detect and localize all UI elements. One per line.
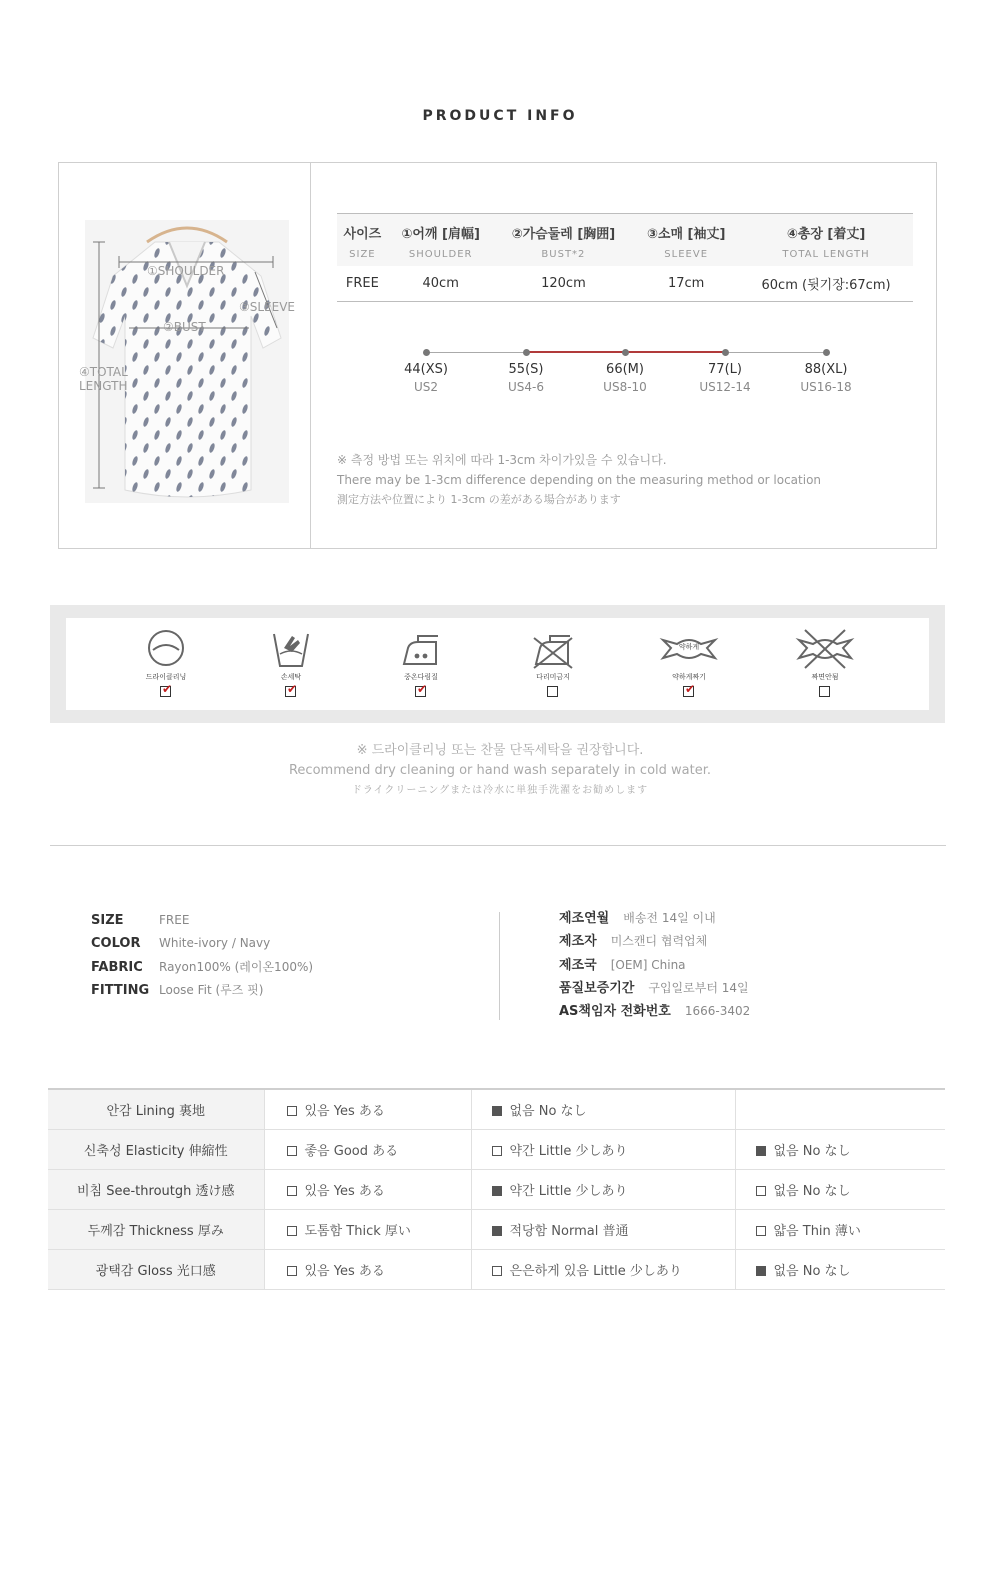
material-option-label: 좋음 Good ある [304, 1143, 399, 1159]
material-option[interactable] [492, 1104, 587, 1119]
spec-value: Loose Fit (루즈 핏) [159, 982, 264, 997]
material-option[interactable] [492, 1184, 628, 1199]
care-checkbox[interactable] [415, 682, 428, 697]
care-item [629, 618, 749, 710]
maker-spec-key: 제조연월 [559, 911, 610, 926]
bust-header-en: BUST*2 [494, 244, 634, 266]
care-label: 드라이클리닝 [145, 673, 187, 681]
care-item [765, 618, 885, 710]
info-divider [310, 163, 311, 548]
maker-spec-row [559, 954, 750, 977]
material-option-cell [735, 1209, 945, 1249]
size-table [337, 213, 913, 302]
checked-box-icon [756, 1266, 766, 1276]
material-option-cell [264, 1129, 471, 1169]
size-scale-dot [722, 349, 729, 356]
spec-key: SIZE [91, 913, 124, 928]
material-option[interactable] [287, 1184, 385, 1199]
size-scale-us: US8-10 [603, 380, 647, 394]
material-option-cell [735, 1129, 945, 1169]
spec-value: White-ivory / Navy [159, 936, 271, 951]
measure-note-ja: 測定方法や位置により 1-3cm の差がある場合があります [337, 493, 621, 506]
maker-spec-row [559, 977, 750, 1000]
unchecked-box-icon [287, 1266, 297, 1276]
bust-label: ②BUST [163, 320, 206, 334]
bust-value: 120cm [494, 266, 634, 302]
material-option-cell [471, 1089, 735, 1129]
material-option[interactable] [756, 1224, 861, 1239]
page-title: PRODUCT INFO [422, 108, 578, 124]
size-scale-dot [823, 349, 830, 356]
section-divider [50, 845, 946, 846]
material-option-label: 은은하게 있음 Little 少しあり [509, 1263, 682, 1279]
care-checkbox[interactable] [547, 686, 558, 697]
care-item [106, 618, 226, 710]
material-label: 안감 Lining 裏地 [48, 1089, 264, 1129]
care-note-en: Recommend dry cleaning or hand wash separately in cold water. [288, 763, 711, 778]
checked-box-icon [492, 1226, 502, 1236]
material-option[interactable] [756, 1144, 851, 1159]
maker-spec-value: 배송전 14일 이내 [623, 911, 716, 925]
specs-right [559, 907, 750, 1023]
material-option-cell [264, 1249, 471, 1289]
material-option-label: 있음 Yes ある [304, 1183, 385, 1199]
bust-header: ②가슴둘레 [胸囲] [494, 214, 634, 244]
size-scale-label [580, 362, 670, 394]
care-section [50, 605, 945, 723]
material-option-cell [735, 1249, 945, 1289]
material-option-cell [471, 1209, 735, 1249]
material-label: 신축성 Elasticity 伸縮性 [48, 1129, 264, 1169]
material-option-cell [471, 1249, 735, 1289]
spec-row [91, 979, 313, 1002]
check-icon: ✔ [685, 682, 696, 696]
material-option-cell [264, 1169, 471, 1209]
maker-spec-key: 제조자 [559, 934, 597, 950]
length-header-en: TOTAL LENGTH [739, 244, 913, 266]
specs-divider [499, 912, 500, 1020]
material-option-label: 없음 No なし [773, 1143, 851, 1159]
maker-spec-row [559, 930, 750, 953]
material-option-label: 없음 No なし [773, 1183, 851, 1199]
unchecked-box-icon [492, 1146, 502, 1156]
sleeve-header: ③소매 [袖丈] [633, 214, 739, 244]
care-icon-inner-text: 약하게 [678, 643, 700, 651]
maker-spec-row [559, 1000, 750, 1023]
length-value: 60cm (뒷기장:67cm) [739, 266, 913, 302]
size-scale-us: US4-6 [508, 380, 544, 394]
maker-spec-value: [OEM] China [610, 957, 686, 972]
size-scale-us: US16-18 [800, 380, 852, 394]
material-label: 비침 See-throutgh 透け感 [48, 1169, 264, 1209]
maker-spec-key: 제조국 [559, 957, 597, 973]
product-info-box [58, 162, 937, 549]
material-table [48, 1088, 945, 1290]
unchecked-box-icon [756, 1186, 766, 1196]
size-scale-dot [423, 349, 430, 356]
sleeve-value: 17cm [633, 266, 739, 302]
check-icon: ✔ [287, 682, 298, 696]
maker-spec-value: 구입일로부터 14일 [648, 980, 749, 995]
check-icon: ✔ [162, 682, 173, 696]
spec-row [91, 909, 313, 932]
length-header: ④총장 [着丈] [739, 214, 913, 244]
material-option[interactable] [287, 1104, 385, 1119]
care-label: 손세탁 [280, 673, 302, 681]
spec-value: FREE [159, 913, 190, 927]
material-option[interactable] [287, 1224, 411, 1239]
material-label: 두께감 Thickness 厚み [48, 1209, 264, 1249]
spec-row [91, 932, 313, 955]
material-option-cell [264, 1089, 471, 1129]
material-option-cell [471, 1129, 735, 1169]
unchecked-box-icon [492, 1266, 502, 1276]
size-scale [337, 338, 913, 408]
shoulder-header: ①어깨 [肩幅] [388, 214, 494, 244]
material-option-label: 도톰함 Thick 厚い [304, 1223, 411, 1239]
material-option-cell [735, 1089, 945, 1129]
care-item [361, 618, 481, 710]
material-label: 광택감 Gloss 光口感 [48, 1249, 264, 1289]
care-label: 중온다림질 [404, 673, 438, 681]
material-row [48, 1129, 945, 1169]
checked-box-icon [756, 1146, 766, 1156]
size-header: 사이즈 [337, 214, 388, 244]
shoulder-label: ①SHOULDER [147, 264, 225, 278]
material-option[interactable] [756, 1264, 851, 1279]
garment-illustration [85, 220, 289, 503]
unchecked-box-icon [287, 1226, 297, 1236]
material-option-label: 있음 Yes ある [304, 1103, 385, 1119]
size-scale-us: US12-14 [699, 380, 751, 394]
maker-spec-row [559, 907, 750, 930]
maker-spec-value: 1666-3402 [684, 1004, 751, 1019]
size-scale-us: US2 [413, 380, 439, 394]
care-item [493, 618, 613, 710]
material-option-cell [471, 1169, 735, 1209]
material-option-label: 있음 Yes ある [304, 1263, 385, 1279]
material-option-label: 약간 Little 少しあり [509, 1183, 628, 1199]
material-row [48, 1089, 945, 1129]
material-option-label: 적당함 Normal 普通 [509, 1223, 629, 1239]
material-option[interactable] [492, 1264, 682, 1279]
maker-spec-value: 미스캔디 협력업체 [610, 934, 708, 949]
maker-spec-key: AS책임자 전화번호 [559, 1004, 671, 1020]
care-note-ko: ※ 드라이클리닝 또는 찬물 단독세탁을 권장합니다. [356, 743, 644, 758]
material-option[interactable] [492, 1144, 628, 1159]
material-option[interactable] [287, 1144, 399, 1159]
material-row [48, 1209, 945, 1249]
unchecked-box-icon [756, 1226, 766, 1236]
care-note [0, 741, 1000, 801]
size-scale-dot [523, 349, 530, 356]
care-label: 약하게짜기 [672, 673, 706, 681]
measure-note-en: There may be 1-3cm difference depending on the measuring method or location [337, 473, 822, 487]
size-header-en: SIZE [337, 244, 388, 266]
sleeve-header-en: SLEEVE [633, 244, 739, 266]
material-option[interactable] [492, 1224, 629, 1239]
spec-value: Rayon100% (레이온100%) [159, 959, 314, 974]
total-length-label-2: LENGTH [79, 379, 128, 393]
material-option-label: 없음 No なし [509, 1103, 587, 1119]
care-icons-row [66, 618, 929, 710]
size-value: FREE [337, 266, 388, 302]
total-length-label: ④TOTAL [79, 365, 128, 379]
material-option-cell [735, 1169, 945, 1209]
garment-measurement-image [85, 220, 289, 503]
spec-row [91, 956, 313, 979]
specs-left [91, 909, 313, 1002]
unchecked-box-icon [287, 1106, 297, 1116]
care-note-ja: ドライクリーニングまたは冷水に単独手洗濯をお勧めします [351, 785, 649, 796]
size-scale-kr: 66(M) [606, 362, 644, 377]
care-checkbox[interactable] [160, 682, 173, 697]
material-row [48, 1249, 945, 1289]
maker-spec-key: 품질보증기간 [559, 980, 635, 996]
size-scale-dot [622, 349, 629, 356]
size-scale-label [481, 362, 571, 394]
material-option-label: 없음 No なし [773, 1263, 851, 1279]
shoulder-header-en: SHOULDER [388, 244, 494, 266]
size-scale-label [781, 362, 871, 394]
material-option-label: 얇음 Thin 薄い [773, 1223, 861, 1239]
material-option-label: 약간 Little 少しあり [509, 1143, 628, 1159]
care-label: 짜면안됨 [811, 673, 839, 681]
spec-key: COLOR [91, 936, 141, 952]
material-row [48, 1169, 945, 1209]
size-scale-kr: 55(S) [508, 362, 544, 377]
care-checkbox[interactable] [285, 682, 298, 697]
size-scale-kr: 77(L) [708, 362, 742, 377]
unchecked-box-icon [287, 1186, 297, 1196]
care-item [231, 618, 351, 710]
material-option[interactable] [756, 1184, 851, 1199]
care-label: 다리미금지 [536, 673, 570, 681]
care-checkbox[interactable] [819, 686, 830, 697]
measure-note [337, 450, 821, 510]
size-scale-label [680, 362, 770, 394]
shoulder-value: 40cm [388, 266, 494, 302]
checked-box-icon [492, 1186, 502, 1196]
unchecked-box-icon [287, 1146, 297, 1156]
sleeve-label: ③SLEEVE [239, 300, 296, 314]
checked-box-icon [492, 1106, 502, 1116]
measure-note-ko: ※ 측정 방법 또는 위치에 따라 1-3cm 차이가있을 수 있습니다. [337, 453, 667, 467]
spec-key: FITTING [91, 982, 150, 998]
size-scale-kr: 88(XL) [804, 362, 848, 377]
size-scale-kr: 44(XS) [404, 362, 448, 377]
care-checkbox[interactable] [683, 682, 696, 697]
check-icon: ✔ [417, 682, 428, 696]
material-option[interactable] [287, 1264, 385, 1279]
spec-key: FABRIC [91, 959, 143, 975]
size-scale-label [381, 362, 471, 394]
material-option-cell [264, 1209, 471, 1249]
